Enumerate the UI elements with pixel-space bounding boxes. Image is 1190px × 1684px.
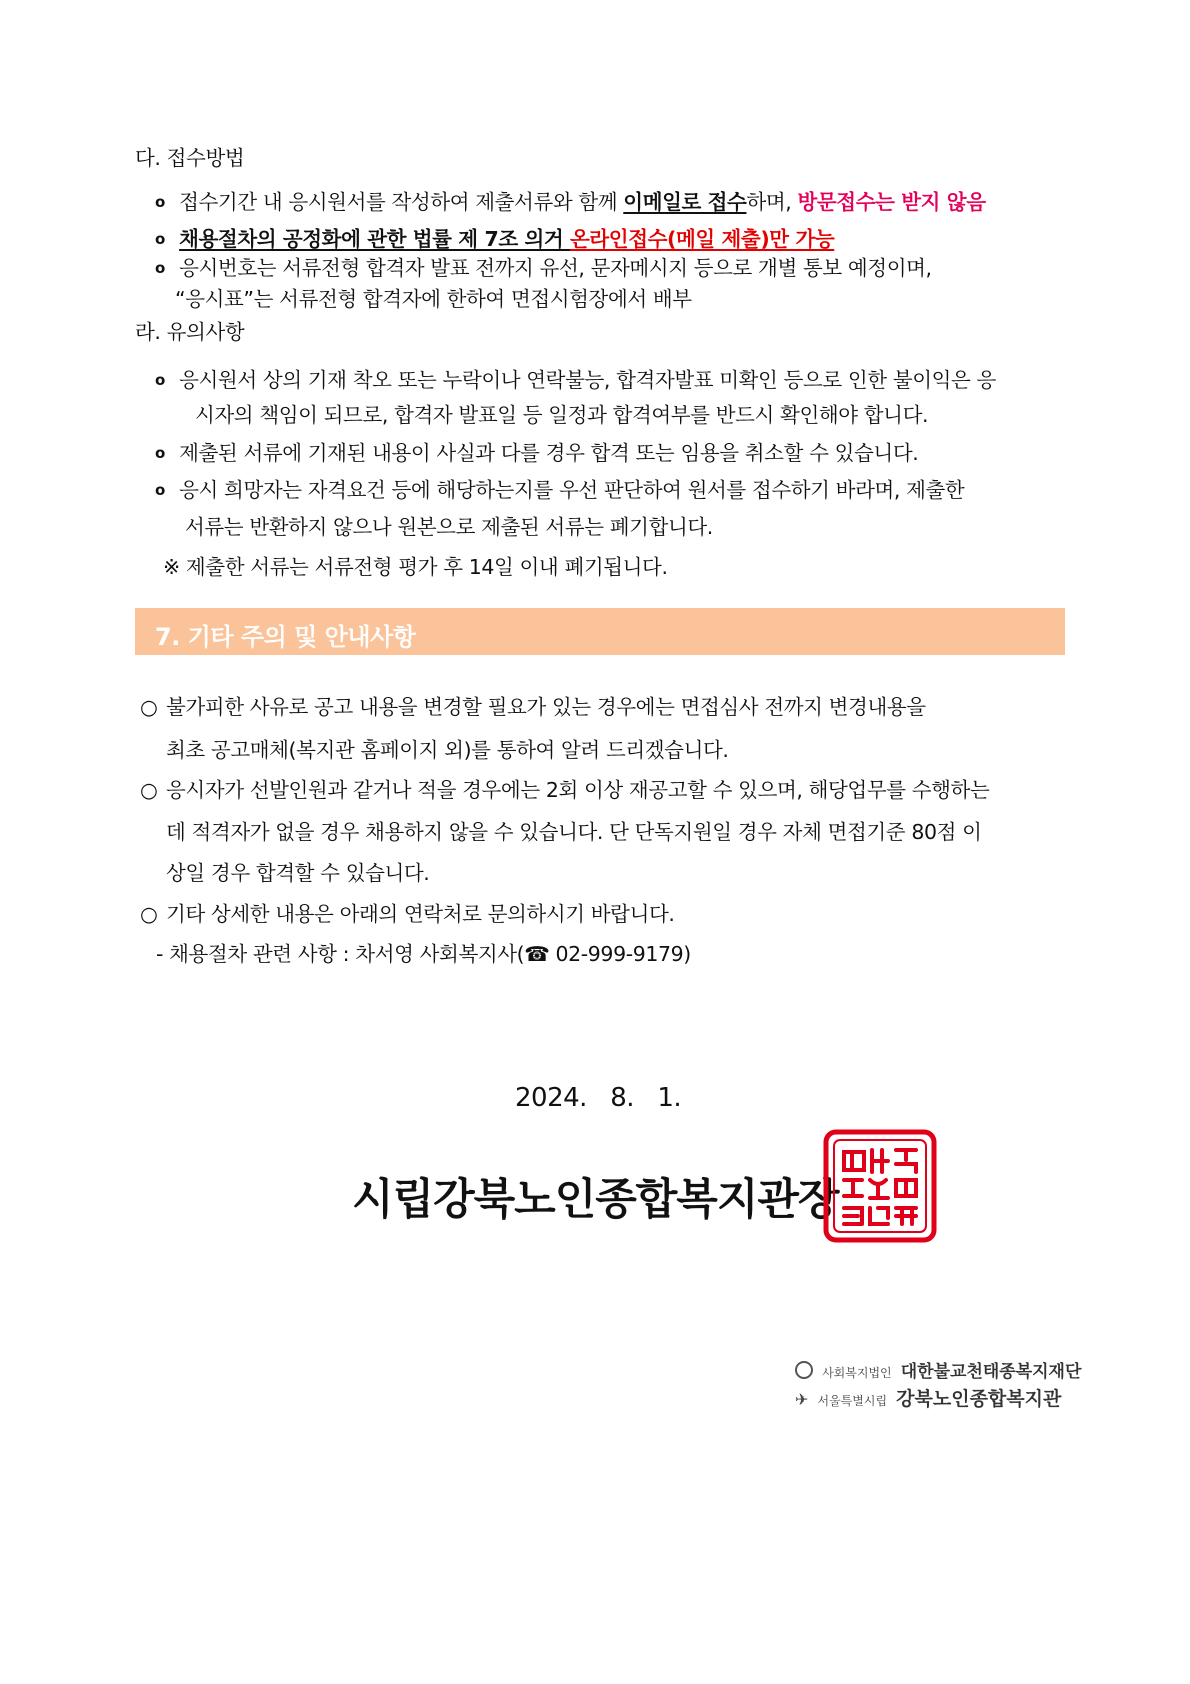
no-visit-text: 방문접수는 받지 않음 [797, 190, 986, 214]
section-7-item-1-text: 불가피한 사유로 공고 내용을 변경할 필요가 있는 경우에는 면접심사 전까지 변경내용을 [166, 695, 926, 719]
center-logo-icon: ✈ [795, 1390, 809, 1409]
section-7-item-3-text: 기타 상세한 내용은 아래의 연락처로 문의하시기 바랍니다. [166, 902, 675, 926]
footer-center-label: 서울특별시립 [817, 1394, 888, 1408]
disposal-note: ※ 제출한 서류는 서류전형 평가 후 14일 이내 폐기됩니다. [163, 555, 668, 579]
circle-bullet-icon: ○ [140, 778, 158, 802]
section-c-item-3 [155, 251, 932, 281]
section-7-item-2-text: 응시자가 선발인원과 같거나 적을 경우에는 2회 이상 재공고할 수 있으며, 해당업무를 수행하는 [166, 778, 990, 802]
circle-bullet-icon: ○ [140, 695, 158, 719]
section-d-item-3 [155, 473, 964, 503]
section-d-item-1-text: 응시원서 상의 기재 착오 또는 누락이나 연락불능, 합격자발표 미확인 등으로 인한 불이익은 응 [179, 368, 996, 392]
email-submission-text: 이메일로 접수 [623, 190, 747, 214]
section-c-item-3-text: 응시번호는 서류전형 합격자 발표 전까지 유선, 문자메시지 등으로 개별 통보 예정이며, [179, 256, 932, 280]
bullet-circle-icon: o [155, 481, 165, 499]
section-d-item-2-text: 제출된 서류에 기재된 내용이 사실과 다를 경우 합격 또는 임용을 취소할 수 있습니다. [179, 441, 919, 465]
section-7-title: 7. 기타 주의 및 안내사항 [155, 623, 416, 651]
online-only-text: 온라인접수(메일 제출)만 가능 [570, 227, 835, 251]
bullet-circle-icon: o [155, 193, 165, 211]
footer-foundation-label: 사회복지법인 [822, 1366, 892, 1380]
section-d-item-1 [155, 363, 996, 393]
bullet-circle-icon: o [155, 444, 165, 462]
section-d-item-2 [155, 436, 918, 466]
footer-foundation-name: 대한불교천태종복지재단 [900, 1362, 1082, 1382]
issuer-signature: 시립강북노인종합복지관장 [352, 1175, 839, 1225]
section-d-heading: 라. 유의사항 [135, 320, 245, 344]
footer-foundation [795, 1357, 1081, 1382]
section-c-item-3-cont: “응시표”는 서류전형 합격자에 한하여 면접시험장에서 배부 [175, 287, 692, 311]
circle-bullet-icon: ○ [140, 902, 158, 926]
section-c-item-1 [155, 185, 986, 215]
legal-basis-text: 채용절차의 공정화에 관한 법률 제 7조 의거 [179, 227, 570, 251]
section-7-item-2-cont-2: 상일 경우 합격할 수 있습니다. [166, 861, 430, 885]
footer-center [795, 1384, 1061, 1411]
section-7-item-2 [140, 773, 989, 803]
section-7-item-3 [140, 897, 675, 927]
section-7-item-1 [140, 690, 926, 720]
section-7-banner [135, 608, 1065, 655]
bullet-circle-icon: o [155, 230, 165, 248]
official-seal-stamp [822, 1128, 938, 1244]
bullet-circle-icon: o [155, 371, 165, 389]
section-d-item-1-cont: 시자의 책임이 되므로, 합격자 발표일 등 일정과 합격여부를 반드시 확인해야 합니다. [195, 403, 929, 427]
foundation-logo-icon [795, 1361, 813, 1379]
footer-center-name: 강북노인종합복지관 [896, 1388, 1062, 1410]
section-7-item-2-cont-1: 데 적격자가 없을 경우 채용하지 않을 수 있습니다. 단 단독지원일 경우 자체 면접기준 80점 이 [166, 820, 982, 844]
section-d-item-3-text: 응시 희망자는 자격요건 등에 해당하는지를 우선 판단하여 원서를 접수하기 바라며, 제출한 [179, 478, 965, 502]
section-c-item-1-text-2: 하며, [746, 190, 798, 214]
section-d-item-3-cont: 서류는 반환하지 않으나 원본으로 제출된 서류는 폐기합니다. [185, 515, 713, 539]
section-c-heading: 다. 접수방법 [135, 146, 245, 170]
section-c-item-1-text: 접수기간 내 응시원서를 작성하여 제출서류와 함께 [179, 190, 624, 214]
section-c-item-2 [155, 222, 834, 252]
bullet-circle-icon: o [155, 259, 165, 277]
section-7-item-1-cont: 최초 공고매체(복지관 홈페이지 외)를 통하여 알려 드리겠습니다. [166, 738, 729, 762]
contact-line: - 채용절차 관련 사항 : 차서영 사회복지사(☎ 02-999-9179) [156, 942, 691, 966]
issue-date: 2024. 8. 1. [515, 1083, 682, 1113]
